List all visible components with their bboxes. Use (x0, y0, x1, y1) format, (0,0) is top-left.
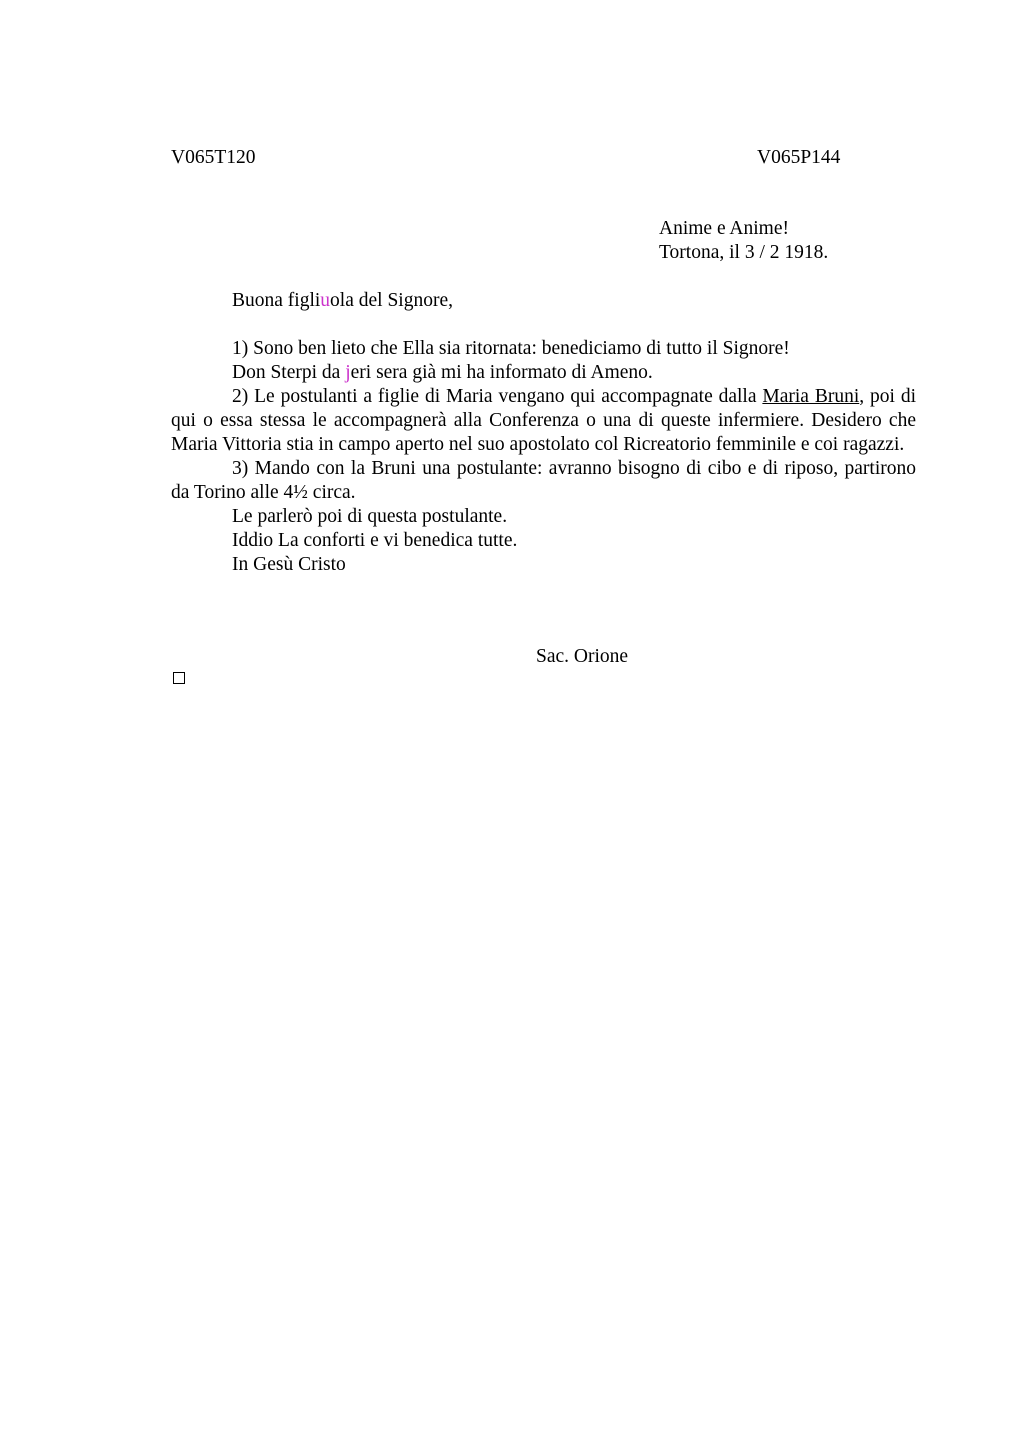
greeting-text-start: Buona figli (232, 290, 321, 311)
heading-motto: Anime e Anime! (659, 218, 789, 239)
paragraph-2 (171, 385, 916, 457)
document-code-right: V065P144 (757, 147, 841, 168)
editorial-mark-u: u (320, 290, 331, 311)
paragraph-3: 3) Mando con la Bruni una postulante: avranno bisogno di cibo e di riposo, partirono da Torino alle 4½ circa. (171, 458, 916, 503)
p1-line2-end: eri sera già mi ha informato di Ameno. (350, 362, 653, 383)
editorial-mark-j: j (345, 362, 351, 383)
letter-body (171, 289, 916, 577)
p2-start: 2) Le postulanti a figlie di Maria vengano qui accompagnate dalla (232, 386, 763, 407)
blank-line (171, 313, 916, 337)
p2-end: , poi di qui o essa stessa le accompagnerà alla Conferenza o una di queste infermiere. Desidero che Maria Vittoria stia in campo aperto nel suo apostolato col Ricreatorio femminile e coi ragazzi. (171, 386, 916, 455)
line-parlero: Le parlerò poi di questa postulante. (232, 506, 508, 527)
signature: Sac. Orione (536, 646, 629, 667)
line-iddio: Iddio La conforti e vi benedica tutte. (232, 530, 518, 551)
document-code-left: V065T120 (171, 147, 256, 168)
letter-heading (659, 217, 828, 265)
greeting-text-end: ola del Signore, (330, 290, 453, 311)
p1-line2-start: Don Sterpi da (232, 362, 346, 383)
underlined-name: Maria Bruni (762, 386, 860, 407)
closing: In Gesù Cristo (232, 554, 346, 575)
paragraph-1-line-1: 1) Sono ben lieto che Ella sia ritornata: benediciamo di tutto il Signore! (232, 338, 790, 359)
paragraph-1-line-2 (171, 361, 916, 385)
place-date: Tortona, il 3 / 2 1918. (659, 242, 829, 263)
greeting (171, 289, 916, 313)
empty-square-icon (173, 672, 185, 684)
